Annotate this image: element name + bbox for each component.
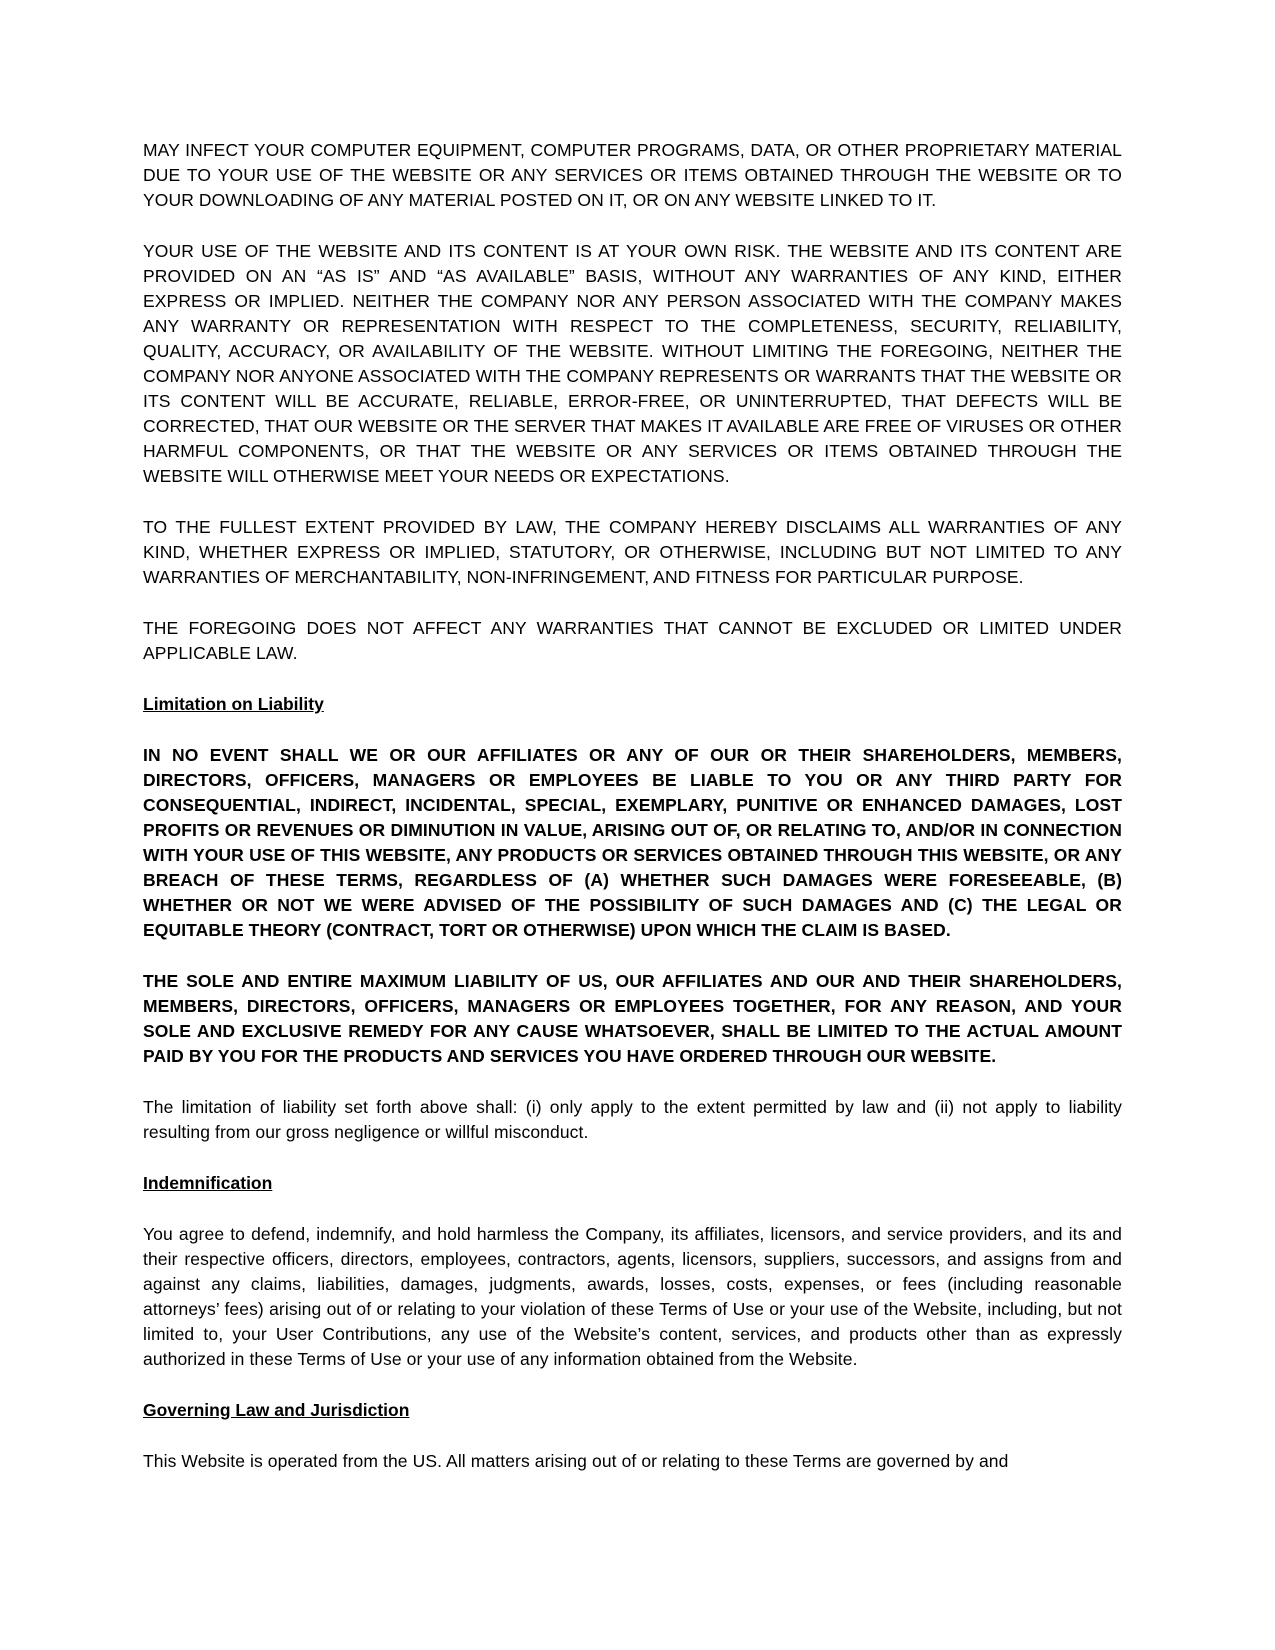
- section-heading-limitation-on-liability: Limitation on Liability: [143, 694, 324, 714]
- paragraph-foregoing-warranties: THE FOREGOING DOES NOT AFFECT ANY WARRANTIES THAT CANNOT BE EXCLUDED OR LIMITED UNDER APPLICABLE LAW.: [143, 618, 1122, 663]
- paragraph-virus-damage-disclaimer: MAY INFECT YOUR COMPUTER EQUIPMENT, COMPUTER PROGRAMS, DATA, OR OTHER PROPRIETARY MATERIAL DUE TO YOUR USE OF THE WEBSITE OR ANY SERVICES OR ITEMS OBTAINED THROUGH THE WEBSITE OR TO YOUR DOWNLOADING OF ANY MATERIAL POSTED ON IT, OR ON ANY WEBSITE LINKED TO IT.: [143, 140, 1122, 210]
- paragraph-maximum-liability: THE SOLE AND ENTIRE MAXIMUM LIABILITY OF US, OUR AFFILIATES AND OUR AND THEIR SHAREHOLDERS, MEMBERS, DIRECTORS, OFFICERS, MANAGERS OR EMPLOYEES TOGETHER, FOR ANY REASON, AND YOUR SOLE AND EXCLUSIVE REMEDY FOR ANY CAUSE WHATSOEVER, SHALL BE LIMITED TO THE ACTUAL AMOUNT PAID BY YOU FOR THE PRODUCTS AND SERVICES YOU HAVE ORDERED THROUGH OUR WEBSITE.: [143, 971, 1122, 1066]
- section-heading-governing-law: Governing Law and Jurisdiction: [143, 1400, 410, 1420]
- paragraph-indemnification: You agree to defend, indemnify, and hold harmless the Company, its affiliates, licensors, and service providers, and its and their respective officers, directors, employees, contractors, agents, licensors, suppliers, successors, and assigns from and against any claims, liabilities, damages, judgments, awards, losses, costs, expenses, or fees (including reasonable attorneys’ fees) arising out of or relating to your violation of these Terms of Use or your use of the Website, including, but not limited to, your User Contributions, any use of the Website’s content, services, and products other than as expressly authorized in these Terms of Use or your use of any information obtained from the Website.: [143, 1224, 1122, 1369]
- paragraph-as-is-disclaimer: YOUR USE OF THE WEBSITE AND ITS CONTENT IS AT YOUR OWN RISK. THE WEBSITE AND ITS CONTENT ARE PROVIDED ON AN “AS IS” AND “AS AVAILABLE” BASIS, WITHOUT ANY WARRANTIES OF ANY KIND, EITHER EXPRESS OR IMPLIED. NEITHER THE COMPANY NOR ANY PERSON ASSOCIATED WITH THE COMPANY MAKES ANY WARRANTY OR REPRESENTATION WITH RESPECT TO THE COMPLETENESS, SECURITY, RELIABILITY, QUALITY, ACCURACY, OR AVAILABILITY OF THE WEBSITE. WITHOUT LIMITING THE FOREGOING, NEITHER THE COMPANY NOR ANYONE ASSOCIATED WITH THE COMPANY REPRESENTS OR WARRANTS THAT THE WEBSITE OR ITS CONTENT WILL BE ACCURATE, RELIABLE, ERROR-FREE, OR UNINTERRUPTED, THAT DEFECTS WILL BE CORRECTED, THAT OUR WEBSITE OR THE SERVER THAT MAKES IT AVAILABLE ARE FREE OF VIRUSES OR OTHER HARMFUL COMPONENTS, OR THAT THE WEBSITE OR ANY SERVICES OR ITEMS OBTAINED THROUGH THE WEBSITE WILL OTHERWISE MEET YOUR NEEDS OR EXPECTATIONS.: [143, 241, 1122, 486]
- paragraph-limitation-scope: The limitation of liability set forth above shall: (i) only apply to the extent permitted by law and (ii) not apply to liability resulting from our gross negligence or willful misconduct.: [143, 1097, 1122, 1142]
- paragraph-no-event-liability: IN NO EVENT SHALL WE OR OUR AFFILIATES OR ANY OF OUR OR THEIR SHAREHOLDERS, MEMBERS, DIRECTORS, OFFICERS, MANAGERS OR EMPLOYEES BE LIABLE TO YOU OR ANY THIRD PARTY FOR CONSEQUENTIAL, INDIRECT, INCIDENTAL, SPECIAL, EXEMPLARY, PUNITIVE OR ENHANCED DAMAGES, LOST PROFITS OR REVENUES OR DIMINUTION IN VALUE, ARISING OUT OF, OR RELATING TO, AND/OR IN CONNECTION WITH YOUR USE OF THIS WEBSITE, ANY PRODUCTS OR SERVICES OBTAINED THROUGH THIS WEBSITE, OR ANY BREACH OF THESE TERMS, REGARDLESS OF (A) WHETHER SUCH DAMAGES WERE FORESEEABLE, (B) WHETHER OR NOT WE WERE ADVISED OF THE POSSIBILITY OF SUCH DAMAGES AND (C) THE LEGAL OR EQUITABLE THEORY (CONTRACT, TORT OR OTHERWISE) UPON WHICH THE CLAIM IS BASED.: [143, 745, 1122, 940]
- paragraph-warranty-disclaimer: TO THE FULLEST EXTENT PROVIDED BY LAW, THE COMPANY HEREBY DISCLAIMS ALL WARRANTIES OF ANY KIND, WHETHER EXPRESS OR IMPLIED, STATUTORY, OR OTHERWISE, INCLUDING BUT NOT LIMITED TO ANY WARRANTIES OF MERCHANTABILITY, NON-INFRINGEMENT, AND FITNESS FOR PARTICULAR PURPOSE.: [143, 517, 1122, 587]
- section-heading-indemnification: Indemnification: [143, 1173, 273, 1193]
- paragraph-governing-law: This Website is operated from the US. All matters arising out of or relating to these Terms are governed by and: [143, 1451, 1009, 1471]
